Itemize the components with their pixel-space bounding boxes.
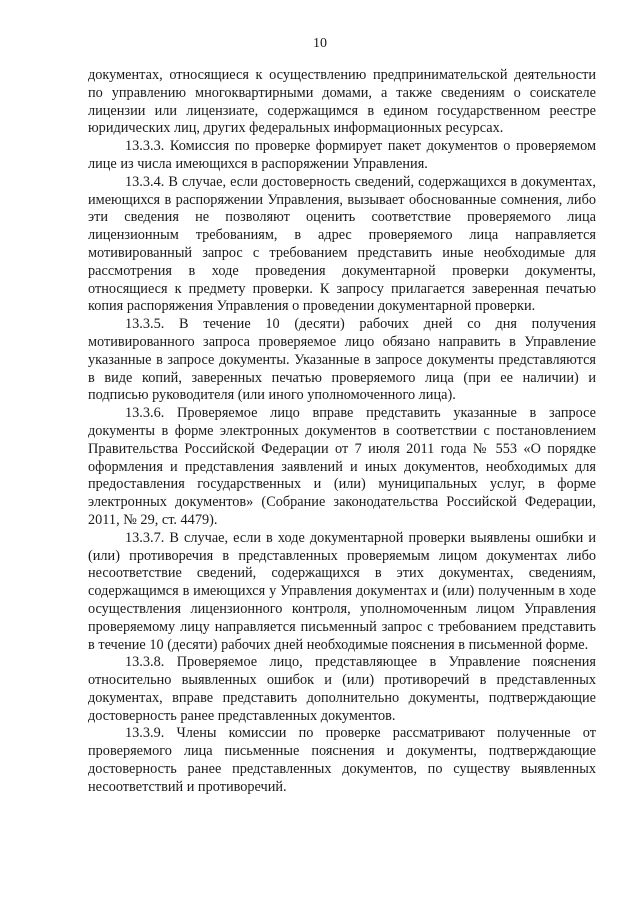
paragraph-13-3-5: 13.3.5. В течение 10 (десяти) рабочих дней со дня получения мотивированного запроса проверяемое лицо обязано направить в Управление указанные в запросе документы. Указанные в запросе документы представляются в виде копий, заверенных печатью проверяемого лица (при ее наличии) и подписью руководителя (или иного уполномоченного лица).	[88, 316, 596, 404]
paragraph-13-3-9: 13.3.9. Члены комиссии по проверке рассматривают полученные от проверяемого лица письменные пояснения и документы, подтверждающие достоверность ранее представленных документов, по существу выявленных несоответствий и противоречий.	[88, 725, 596, 795]
document-body	[88, 67, 596, 797]
paragraph-13-3-8: 13.3.8. Проверяемое лицо, представляющее в Управление пояснения относительно выявленных ошибок и (или) противоречий в представленных документах, вправе представить дополнительно документы, подтверждающие достоверность ранее представленных документов.	[88, 654, 596, 724]
paragraph-13-3-7: 13.3.7. В случае, если в ходе документарной проверки выявлены ошибки и (или) противоречия в представленных проверяемым лицом документах либо несоответствие сведений, содержащихся в этих документах, сведениям, содержащимся в имеющихся у Управления документах и (или) полученным в ходе осуществления лицензионного контроля, уполномоченным лицом Управления проверяемому лицу направляется письменный запрос с требованием представить в течение 10 (десяти) рабочих дней необходимые пояснения в письменной форме.	[88, 529, 596, 653]
page-number: 10	[313, 36, 327, 51]
paragraph-continuation: документах, относящиеся к осуществлению предпринимательской деятельности по управлению многоквартирными домами, а также сведениям о соискателе лицензии или лицензиате, содержащимся в едином государственном реестре юридических лиц, других федеральных информационных ресурсах.	[88, 67, 596, 137]
paragraph-13-3-6: 13.3.6. Проверяемое лицо вправе представить указанные в запросе документы в форме электронных документов в соответствии с постановлением Правительства Российской Федерации от 7 июля 2011 года № 553 «О порядке оформления и представления заявлений и иных документов, необходимых для предоставления государственных и (или) муниципальных услуг, в форме электронных документов» (Собрание законодательства Российской Федерации, 2011, № 29, ст. 4479).	[88, 405, 596, 528]
paragraph-13-3-4: 13.3.4. В случае, если достоверность сведений, содержащихся в документах, имеющихся в распоряжении Управления, вызывает обоснованные сомнения, либо эти сведения не позволяют оценить соответствие проверяемого лица лицензионным требованиям, в адрес проверяемого лица направляется мотивированный запрос с требованием представить иные необходимые для рассмотрения в ходе проведения документарной проверки документы, относящиеся к предмету проверки. К запросу прилагается заверенная печатью копия распоряжения Управления о проведении документарной проверки.	[88, 173, 596, 315]
paragraph-13-3-3: 13.3.3. Комиссия по проверке формирует пакет документов о проверяемом лице из числа имеющихся в распоряжении Управления.	[88, 138, 596, 172]
